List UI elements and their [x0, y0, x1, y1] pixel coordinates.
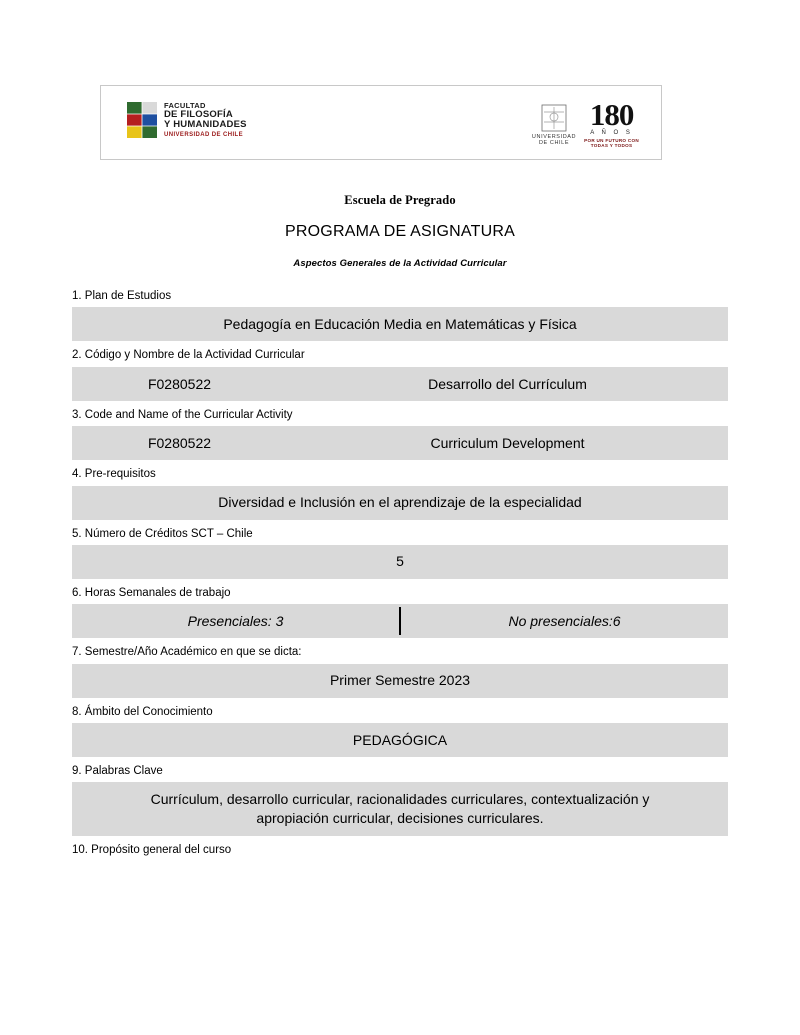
value-horas-no-presenciales: No presenciales:6 — [508, 613, 621, 630]
label-semestre: 7. Semestre/Año Académico en que se dicta: — [72, 646, 302, 659]
header-logo-band — [100, 85, 662, 160]
label-code-name-en: 3. Code and Name of the Curricular Activity — [72, 408, 293, 421]
value-nombre: Desarrollo del Currículum — [428, 375, 587, 392]
anniversary-number: 180 — [589, 97, 634, 132]
value-creditos-sct: 5 — [72, 545, 728, 579]
anniversary-logo — [532, 98, 639, 148]
value-prerequisitos: Diversidad e Inclusión en el aprendizaje de la especialidad — [72, 486, 728, 520]
university-line-1: UNIVERSIDAD — [531, 134, 577, 140]
value-code-name-en — [72, 426, 728, 460]
label-plan-de-estudios: 1. Plan de Estudios — [72, 290, 172, 302]
value-plan-de-estudios: Pedagogía en Educación Media en Matemáticas y Física — [72, 307, 728, 341]
value-code-en: F0280522 — [147, 435, 212, 452]
faculty-line-1: FACULTAD — [164, 101, 206, 110]
school-title: Escuela de Pregrado — [344, 193, 456, 207]
palabras-clave-line-1: Currículum, desarrollo curricular, racionalidades curriculares, contextualización y — [150, 791, 650, 808]
uchile-crest-icon — [541, 104, 567, 132]
anniversary-mark — [584, 98, 639, 148]
label-prerequisitos: 4. Pre-requisitos — [72, 468, 156, 481]
university-line-2: DE CHILE — [538, 140, 570, 146]
label-creditos-sct: 5. Número de Créditos SCT – Chile — [72, 527, 253, 540]
document-subtitle: Aspectos Generales de la Actividad Curricular — [293, 258, 507, 269]
faculty-line-4: UNIVERSIDAD DE CHILE — [164, 131, 244, 138]
palabras-clave-line-2: apropiación curricular, decisiones curriculares. — [256, 810, 544, 827]
value-semestre: Primer Semestre 2023 — [72, 664, 728, 698]
value-horas-presenciales: Presenciales: 3 — [187, 613, 284, 630]
faculty-logo — [127, 102, 247, 138]
label-palabras-clave: 9. Palabras Clave — [72, 765, 163, 777]
program-form — [72, 289, 728, 856]
value-codigo-nombre — [72, 367, 728, 401]
value-ambito-conocimiento: PEDAGÓGICA — [72, 723, 728, 757]
label-horas-semanales: 6. Horas Semanales de trabajo — [72, 586, 231, 599]
label-ambito-conocimiento: 8. Ámbito del Conocimiento — [72, 705, 213, 718]
document-titles — [0, 193, 800, 269]
value-codigo: F0280522 — [147, 375, 212, 392]
university-mark — [532, 98, 576, 146]
anniversary-tagline-2: TODAS Y TODOS — [590, 143, 633, 149]
faculty-line-3: Y HUMANIDADES — [164, 119, 247, 131]
value-name-en: Curriculum Development — [430, 435, 585, 452]
value-palabras-clave — [72, 782, 728, 836]
label-codigo-nombre: 2. Código y Nombre de la Actividad Curricular — [72, 349, 305, 362]
value-horas-semanales — [72, 604, 728, 638]
university-crest-icon — [127, 102, 157, 138]
label-proposito-general: 10. Propósito general del curso — [72, 844, 232, 857]
anniversary-years: A Ñ O S — [590, 130, 633, 137]
faculty-wordmark — [164, 102, 247, 138]
page-title: PROGRAMA DE ASIGNATURA — [285, 223, 515, 240]
faculty-line-2: DE FILOSOFÍA — [164, 109, 233, 121]
anniversary-tagline-1: POR UN FUTURO CON — [584, 138, 639, 144]
